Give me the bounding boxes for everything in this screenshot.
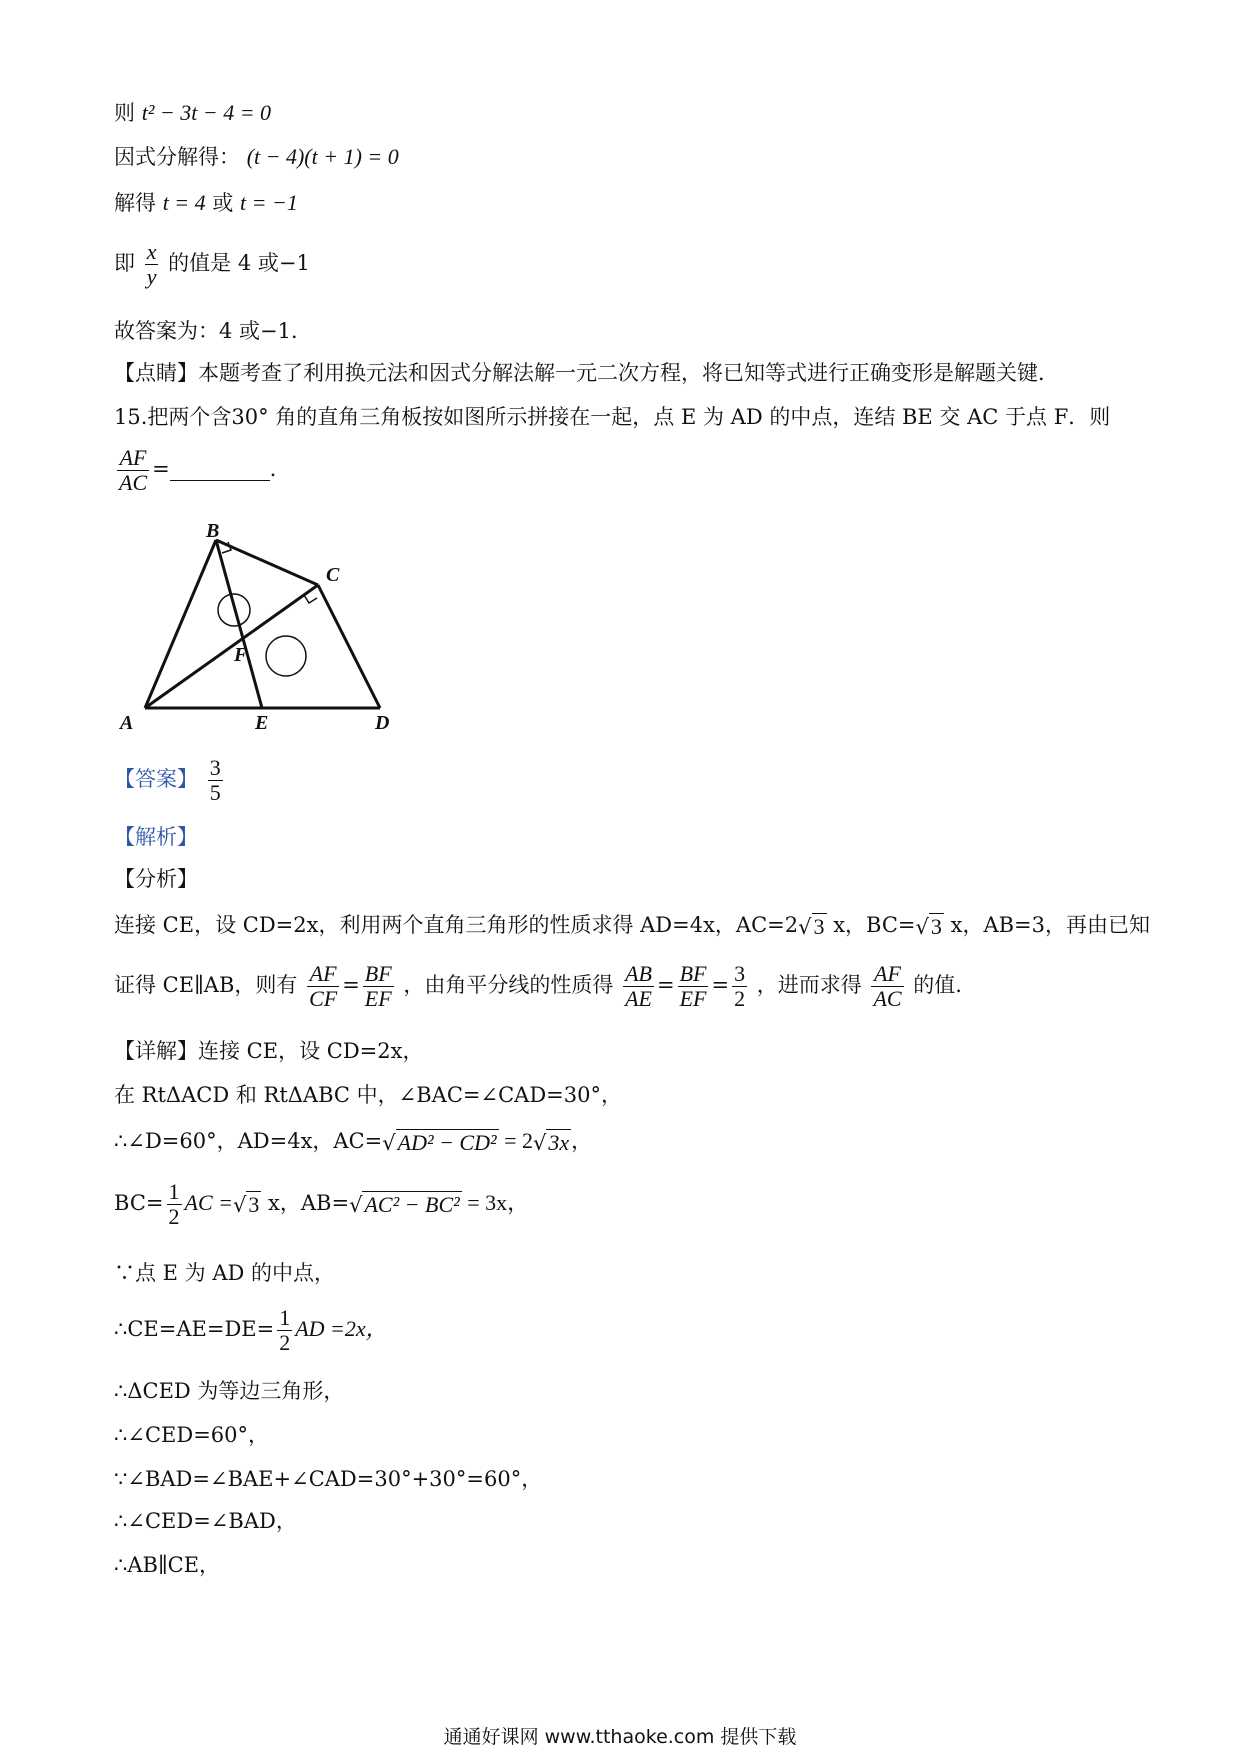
label-A: A (120, 712, 134, 732)
fraction: $\frac{1}{2}$ (168, 1179, 180, 1229)
detail-line-4: BC= $\frac{1}{2}$ AC =√3 x，AB=√AC² − BC² = 3x， (114, 1179, 530, 1229)
detail-line-6: ∴CE=AE=DE= $\frac{1}{2}$ AD =2x， (114, 1305, 388, 1355)
line-dianjing: 【点睛】本题考查了利用换元法和因式分解法解一元二次方程，将已知等式进行正确变形是解题关键． (114, 361, 1059, 385)
analysis-line-1: 连接 CE，设 CD=2x，利用两个直角三角形的性质求得 AD=4x，AC=2√3 x，BC=√3 x，AB=3，再由已知 (114, 910, 1150, 942)
segment-CD (318, 585, 380, 708)
label-E: E (255, 712, 269, 732)
fraction: $\frac{AB}{AE}$ (625, 961, 652, 1011)
fraction: $\frac{AF}{AC}$ (119, 445, 148, 495)
sqrt: √3 (232, 1191, 260, 1217)
decorative-circle (266, 636, 306, 676)
segment-BE (216, 540, 262, 708)
fraction: $\frac{BF}{EF}$ (679, 961, 707, 1011)
detail-line-3: ∴∠D=60°，AD=4x，AC=√AD² − CD² = 2√3x， (114, 1126, 592, 1158)
sqrt: √AD² − CD² (382, 1129, 497, 1155)
fraction: $\frac{3}{2}$ (734, 961, 746, 1011)
answer-line (114, 756, 226, 805)
detail-line-1: 【详解】连接 CE，设 CD=2x， (114, 1039, 424, 1063)
fraction: $\frac{AF}{AC}$ (873, 961, 902, 1011)
line-equation-1: 则 t² − 3t − 4 = 0 (114, 100, 272, 125)
detail-line-7: ∴ΔCED 为等边三角形， (114, 1379, 345, 1403)
detail-line-11: ∴AB∥CE， (114, 1553, 221, 1577)
label-C: C (326, 564, 340, 586)
right-angle-mark-C (304, 595, 317, 603)
equation: (t − 4)(t + 1) = 0 (246, 144, 399, 169)
detail-line-9: ∵∠BAD=∠BAE+∠CAD=30°+30°=60°， (114, 1467, 543, 1491)
fraction: $\frac{AF}{CF}$ (309, 961, 338, 1011)
line-factor: 因式分解得： (t − 4)(t + 1) = 0 (114, 144, 399, 169)
question-15-blank: $\frac{AF}{AC}$ = ． (119, 445, 291, 495)
geometry-diagram (118, 522, 418, 732)
fraction: $\frac{1}{2}$ (279, 1305, 291, 1355)
detail-line-10: ∴∠CED=∠BAD， (114, 1509, 297, 1533)
answer-blank (170, 460, 270, 481)
answer-label: 【答案】 (114, 767, 198, 791)
fraction: $\frac{BF}{EF}$ (364, 961, 392, 1011)
sqrt: √3 (798, 913, 825, 939)
question-15: 15.把两个含30° 角的直角三角板按如图所示拼接在一起，点 E 为 AD 的中点，连结 BE 交 AC 于点 F．则 (114, 405, 1111, 429)
sqrt: √3 (915, 913, 942, 939)
line-answer-sentence: 故答案为：4 或−1． (114, 319, 312, 343)
answer-fraction: $\frac{3}{5}$ (209, 755, 221, 805)
fenxi-label: 【分析】 (114, 867, 198, 891)
detail-line-5: ∵点 E 为 AD 的中点， (114, 1261, 336, 1285)
line-ratio-value: 即 $\frac{x}{y}$ 的值是 4 或−1 (114, 239, 310, 289)
equation: t² − 3t − 4 = 0 (141, 100, 272, 125)
sqrt: √AC² − BC² (349, 1191, 460, 1217)
footer-watermark: 通通好课网 www.tthaoke.com 提供下载 (443, 1726, 797, 1748)
jiexi-label: 【解析】 (114, 825, 198, 849)
segment-BC (216, 540, 318, 585)
label-B: B (206, 522, 220, 542)
detail-line-8: ∴∠CED=60°， (114, 1423, 270, 1447)
fraction: $\frac{x}{y}$ (146, 239, 157, 289)
label-D: D (375, 712, 390, 732)
sqrt: √3x (533, 1129, 570, 1155)
detail-line-2: 在 RtΔACD 和 RtΔABC 中，∠BAC=∠CAD=30°， (114, 1083, 622, 1107)
analysis-line-2: 证得 CE∥AB，则有 $\frac{AF}{CF}$ = $\frac{BF}{EF}$ ，由角平分线的性质得 $\frac{AB}{AE}$ = $\frac{BF}{EF}$ = $\frac{3}{2}$ ，进而求得 $\frac{AF}{AC}$ 的值. (114, 961, 962, 1011)
label-F: F (234, 644, 248, 666)
line-solution: 解得 t = 4 或 t = −1 (114, 190, 298, 215)
